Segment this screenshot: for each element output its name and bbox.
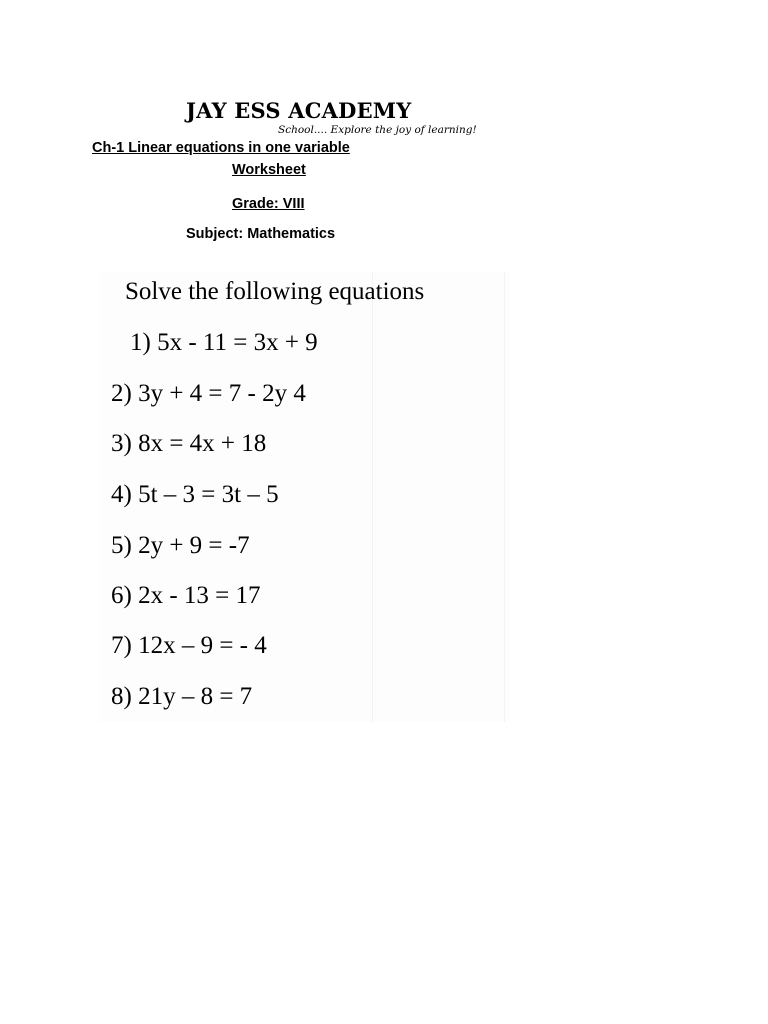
exercise-instruction: Solve the following equations: [125, 278, 425, 305]
problem-item: 5) 2y + 9 = -7: [111, 532, 250, 559]
problem-item: 6) 2x - 13 = 17: [111, 582, 261, 609]
problem-item: 3) 8x = 4x + 18: [111, 430, 267, 457]
worksheet-label: Worksheet: [232, 162, 306, 178]
grade-label: Grade: VIII: [232, 196, 305, 212]
problem-item: 1) 5x - 11 = 3x + 9: [130, 329, 318, 356]
chapter-title: Ch-1 Linear equations in one variable: [92, 140, 350, 156]
problem-item: 4) 5t – 3 = 3t – 5: [111, 481, 279, 508]
tagline: School.... Explore the joy of learning!: [278, 124, 477, 136]
scan-artifact-line: [504, 272, 505, 722]
problem-item: 8) 21y – 8 = 7: [111, 683, 253, 710]
scan-artifact-line: [372, 272, 373, 722]
academy-title: JAY ESS ACADEMY: [186, 98, 412, 123]
problem-item: 7) 12x – 9 = - 4: [111, 632, 267, 659]
problem-item: 2) 3y + 4 = 7 - 2y 4: [111, 380, 306, 407]
subject-label: Subject: Mathematics: [186, 226, 336, 242]
